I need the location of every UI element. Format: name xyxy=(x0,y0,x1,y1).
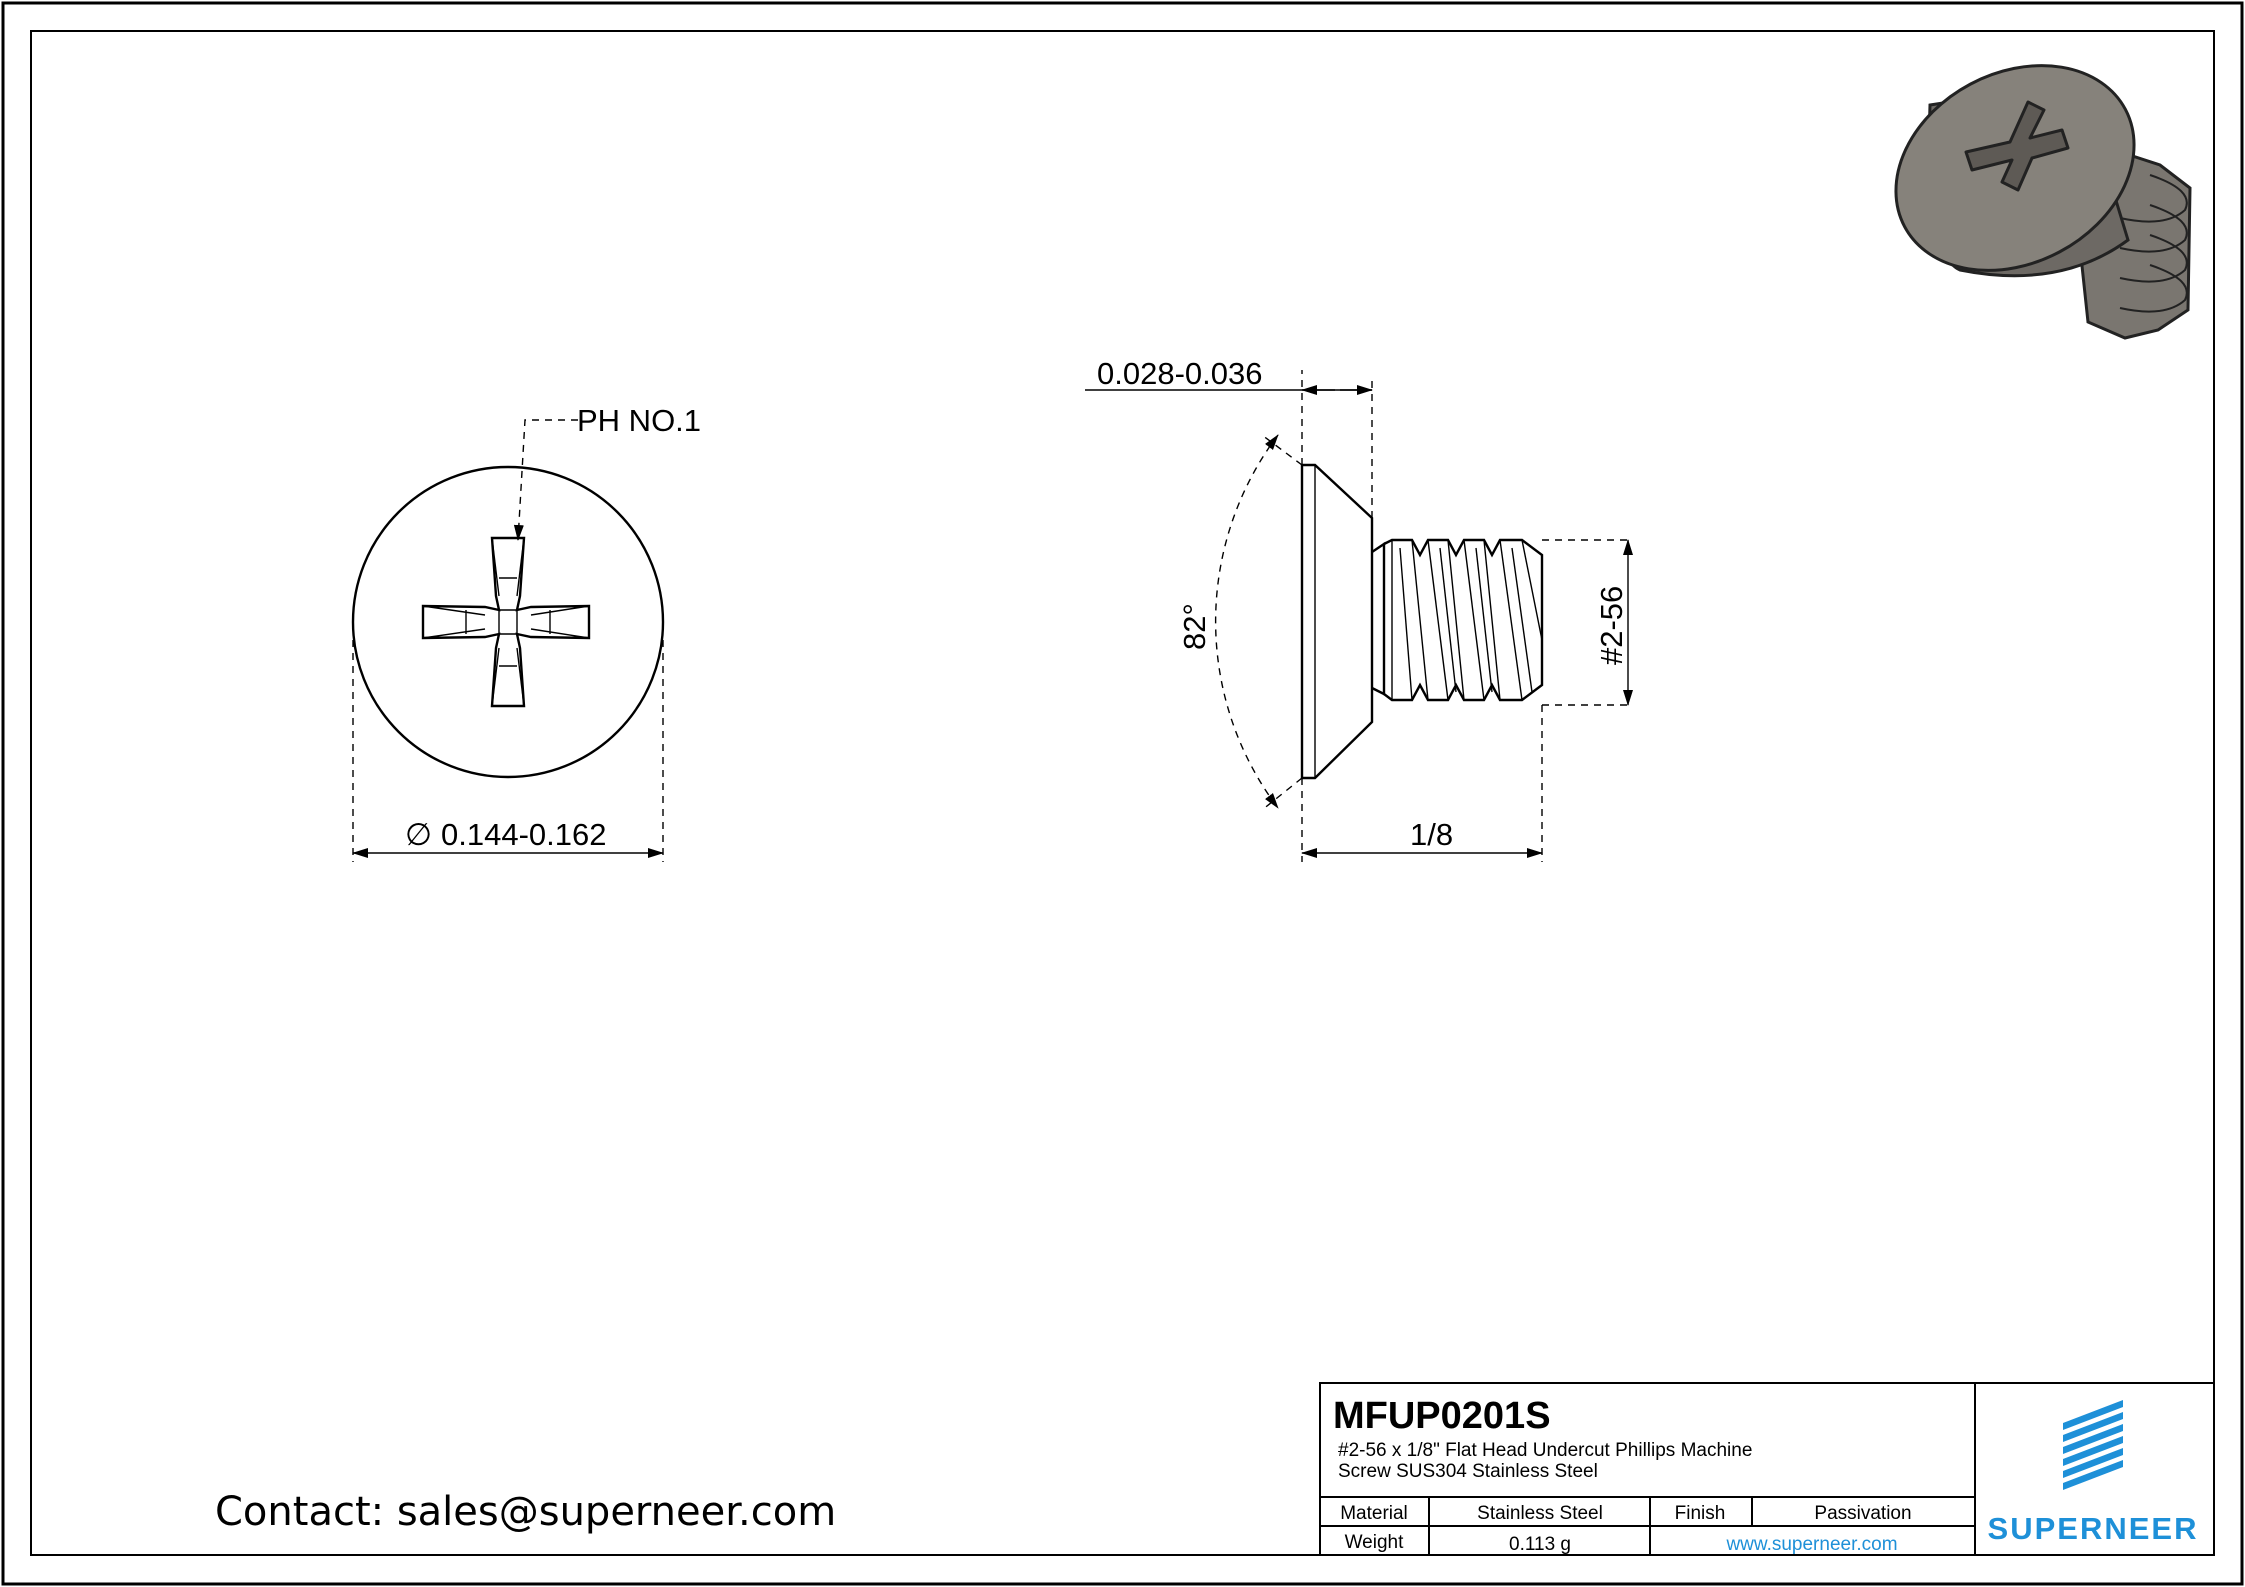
side-view xyxy=(1085,356,1632,862)
finish-label: Finish xyxy=(1674,1503,1726,1524)
thread-lines xyxy=(1392,540,1542,700)
brand-name: SUPERNEER xyxy=(1987,1511,2199,1546)
title-block xyxy=(1320,1383,2214,1555)
drive-label: PH NO.1 xyxy=(577,403,702,438)
screw-render xyxy=(1860,25,2190,338)
head-circle xyxy=(353,467,663,777)
head-profile xyxy=(1302,465,1372,778)
description-line2: Screw SUS304 Stainless Steel xyxy=(1338,1461,1598,1482)
angle-label: 82° xyxy=(1177,603,1212,650)
diameter-label: 0.144-0.162 xyxy=(441,817,607,852)
website-link[interactable]: www.superneer.com xyxy=(1726,1534,1898,1555)
material-value: Stainless Steel xyxy=(1477,1503,1603,1524)
superneer-logo-icon xyxy=(2063,1400,2123,1490)
description-line1: #2-56 x 1/8" Flat Head Undercut Phillips Machine xyxy=(1338,1440,1753,1461)
diameter-symbol: ∅ xyxy=(405,817,433,852)
material-label: Material xyxy=(1340,1503,1408,1524)
weight-value: 0.113 g xyxy=(1509,1534,1571,1555)
part-number: MFUP0201S xyxy=(1333,1395,1551,1437)
front-view xyxy=(353,403,701,862)
thread-label: #2-56 xyxy=(1594,585,1629,665)
outer-frame xyxy=(3,3,2242,1584)
angle-arc xyxy=(1216,435,1278,808)
finish-value: Passivation xyxy=(1814,1503,1912,1524)
head-height-label: 0.028-0.036 xyxy=(1097,356,1263,391)
phillips-recess xyxy=(423,538,589,706)
inner-frame xyxy=(31,31,2214,1555)
length-label: 1/8 xyxy=(1410,817,1454,852)
contact-text: Contact: sales@superneer.com xyxy=(215,1489,837,1535)
weight-label: Weight xyxy=(1344,1532,1404,1553)
